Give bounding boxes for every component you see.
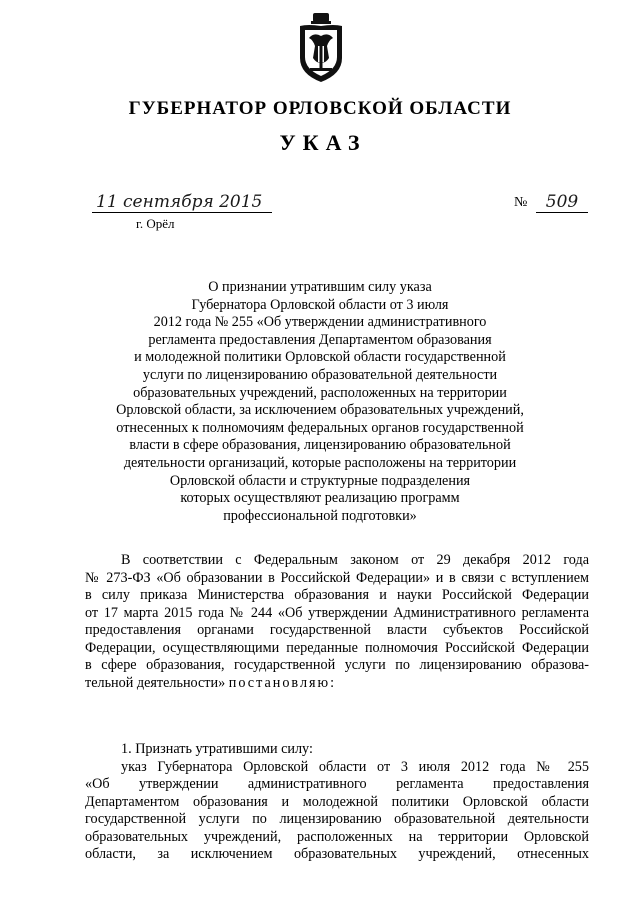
- city: г. Орёл: [136, 216, 175, 231]
- number-label: №: [514, 195, 528, 210]
- decree-title: [60, 279, 580, 525]
- title-line: регламента предоставления Департаментом образования: [148, 331, 492, 348]
- body-line: В соответствии с Федеральным законом от 29 декабря 2012 года: [121, 552, 589, 568]
- body-line: Федерации, осуществляющими переданные полномочия Российской Федерации: [85, 639, 589, 656]
- document-type: УКАЗ: [279, 130, 367, 155]
- title-line: которых осуществляют реализацию программ: [180, 490, 460, 507]
- title-line: Орловской области и структурные подразделения: [169, 472, 471, 489]
- title-line: 2012 года № 255 «Об утверждении административного: [153, 314, 487, 331]
- body-line: «Об утверждении административного регламента предоставления: [85, 776, 589, 792]
- item-heading: 1. Признать утратившими силу:: [121, 741, 313, 757]
- body-line: в силу приказа Министерства образования и науки Российской Федерации: [85, 587, 589, 603]
- title-line: власти в сфере образования, лицензированию образовательной: [129, 437, 511, 454]
- body-line: Департаментом образования и молодежной политики Орловской области: [85, 793, 589, 810]
- handwritten-number: 509: [536, 192, 588, 213]
- title-line: отнесенных к полномочиям федеральных органов государственной: [116, 419, 524, 436]
- title-line: образовательных учреждений, расположенных на территории: [133, 384, 507, 401]
- body-line: указ Губернатора Орловской области от 3 июля 2012 года № 255: [121, 758, 589, 775]
- body-line: области, за исключением образовательных учреждений, отнесенных: [85, 846, 589, 862]
- body-line: государственной услуги по лицензированию образовательной деятельности: [85, 811, 589, 827]
- body-line: предоставления органами государственной власти субъектов Российской: [85, 622, 589, 638]
- title-line: услуги по лицензированию образовательной деятельности: [142, 366, 498, 383]
- decree-word: постановляю:: [228, 674, 337, 691]
- body-line: образовательных учреждений, расположенных на территории Орловской: [85, 828, 589, 845]
- body-line-last: [85, 675, 589, 693]
- body-line: № 273-ФЗ «Об образовании в Российской Федерации» и в связи с вступлением: [85, 569, 589, 586]
- item-1: [85, 741, 589, 864]
- body-text: тельной деятельности»: [85, 674, 226, 691]
- title-line: деятельности организаций, которые расположены на территории: [123, 454, 517, 471]
- authority-title: ГУБЕРНАТОР ОРЛОВСКОЙ ОБЛАСТИ: [128, 98, 512, 119]
- coat-of-arms-emblem: [296, 12, 346, 84]
- preamble-paragraph: [85, 552, 589, 692]
- title-line: О признании утратившим силу указа: [208, 279, 432, 295]
- title-line: Губернатора Орловской области от 3 июля: [191, 296, 449, 313]
- title-line: профессиональной подготовки»: [223, 507, 417, 524]
- handwritten-date: 11 сентября 2015: [92, 192, 272, 213]
- body-line: в сфере образования, государственной услуги по лицензированию образова-: [85, 657, 589, 673]
- body-line: от 17 марта 2015 года № 244 «Об утверждении Административного регламента: [85, 604, 589, 621]
- title-line: и молодежной политики Орловской области государственной: [134, 349, 506, 366]
- title-line: Орловской области, за исключением образовательных учреждений,: [116, 402, 524, 419]
